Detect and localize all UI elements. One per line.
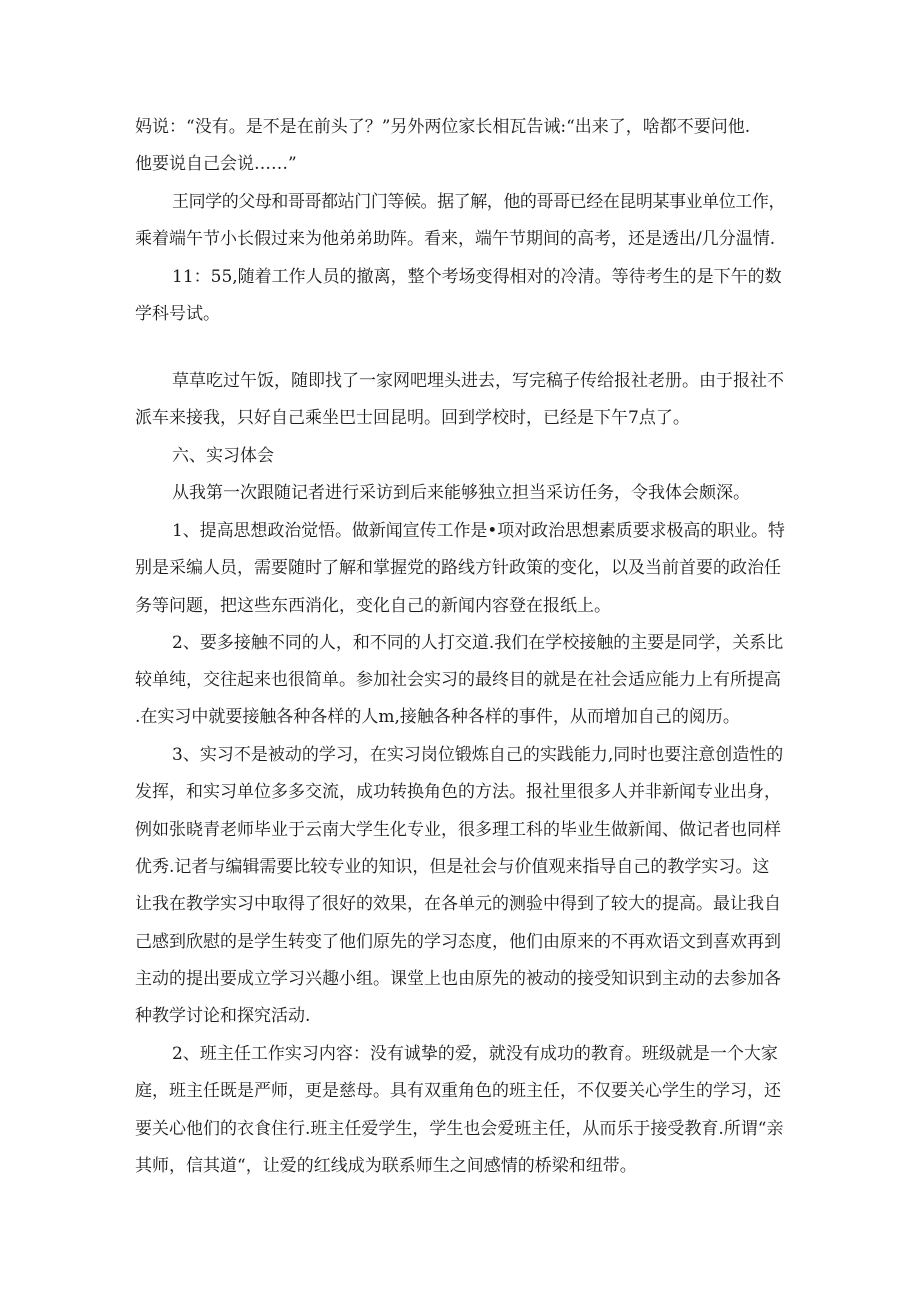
text-line-14: 2、要多接触不同的人，和不同的人打交道.我们在学校接触的主要是同学，关系比 [172,633,784,653]
text-line-8: 派车来接我，只好自己乘坐巴士回昆明。回到学校时，已经是下午7点了。 [135,408,690,428]
text-line-7: 草草吃过午饭，随即找了一家网吧埋头进去，写完稿子传给报社老册。由于报社不 [172,371,784,391]
text-line-16: .在实习中就要接触各种各样的人m,接触各种各样的事件，从而增加自己的阅历。 [135,707,740,727]
text-line-2: 他要说自己会说……” [135,154,297,174]
section-heading: 六、实习体会 [172,446,274,466]
text-line-21: 让我在教学实习中取得了很好的效果，在各单元的测验中得到了较大的提高。最让我自 [135,894,781,914]
text-line-22: 己感到欣慰的是学生转变了他们原先的学习态度，他们由原来的不再欢语文到喜欢再到 [135,932,781,952]
text-line-5: 11：55,随着工作人员的撤离，整个考场变得相对的冷清。等待考生的是下午的数 [172,267,782,287]
text-line-19: 例如张晓青老师毕业于云南大学生化专业，很多理工科的毕业生做新闻、做记者也同样 [135,820,781,840]
text-line-24: 种教学讨论和探究活动. [135,1006,311,1026]
text-line-25: 2、班主任工作实习内容：没有诚挚的爱，就没有成功的教育。班级就是一个大家 [172,1044,778,1064]
text-line-26: 庭，班主任既是严师，更是慈母。具有双重角色的班主任，不仅要关心学生的学习，还 [135,1081,781,1101]
text-line-11: 1、提高思想政治觉悟。做新闻宣传工作是•项对政治思想素质要求极高的职业。特 [172,521,785,541]
text-line-6: 学科号试。 [135,304,220,324]
text-line-3: 王同学的父母和哥哥都站门门等候。据了解，他的哥哥已经在昆明某事业单位工作， [172,192,786,212]
text-line-18: 发挥，和实习单位多多交流，成功转换角色的方法。报社里很多人并非新闻专业出身， [135,782,781,802]
text-line-4: 乘着端午节小长假过来为他弟弟助阵。看来，端午节期间的高考，还是透出/几分温情. [135,229,776,249]
text-line-1: 妈说：“没有。是不是在前头了？”另外两位家长相瓦告诫:“出来了，啥都不要问他. [135,117,751,137]
text-line-13: 务等问题，把这些东西消化，变化自己的新闻内容登在报纸上。 [135,596,611,616]
text-line-20: 优秀.记者与编辑需要比较专业的知识，但是社会与价值观来指导自己的教学实习。这 [135,857,770,877]
text-line-17: 3、实习不是被动的学习，在实习岗位锻炼自己的实践能力,同时也要注意创造性的 [172,745,784,765]
text-line-23: 主动的提出要成立学习兴趣小组。课堂上也由原先的被动的接受知识到主动的去参加各 [135,969,781,989]
text-line-10: 从我第一次跟随记者进行采访到后来能够独立担当采访任务，令我体会颇深。 [172,483,750,503]
text-line-12: 别是采编人员，需要随时了解和掌握党的路线方针政策的变化，以及当前首要的政治任 [135,558,781,578]
text-line-15: 较单纯，交往起来也很简单。参加社会实习的最终目的就是在社会适应能力上有所提高 [135,670,781,690]
text-line-27: 要关心他们的衣食住行.班主任爱学生，学生也会爱班主任，从而乐于接受教育.所谓“亲 [135,1119,784,1139]
text-line-28: 其师，信其道“，让爱的红线成为联系师生之间感情的桥梁和纽带。 [135,1156,637,1176]
